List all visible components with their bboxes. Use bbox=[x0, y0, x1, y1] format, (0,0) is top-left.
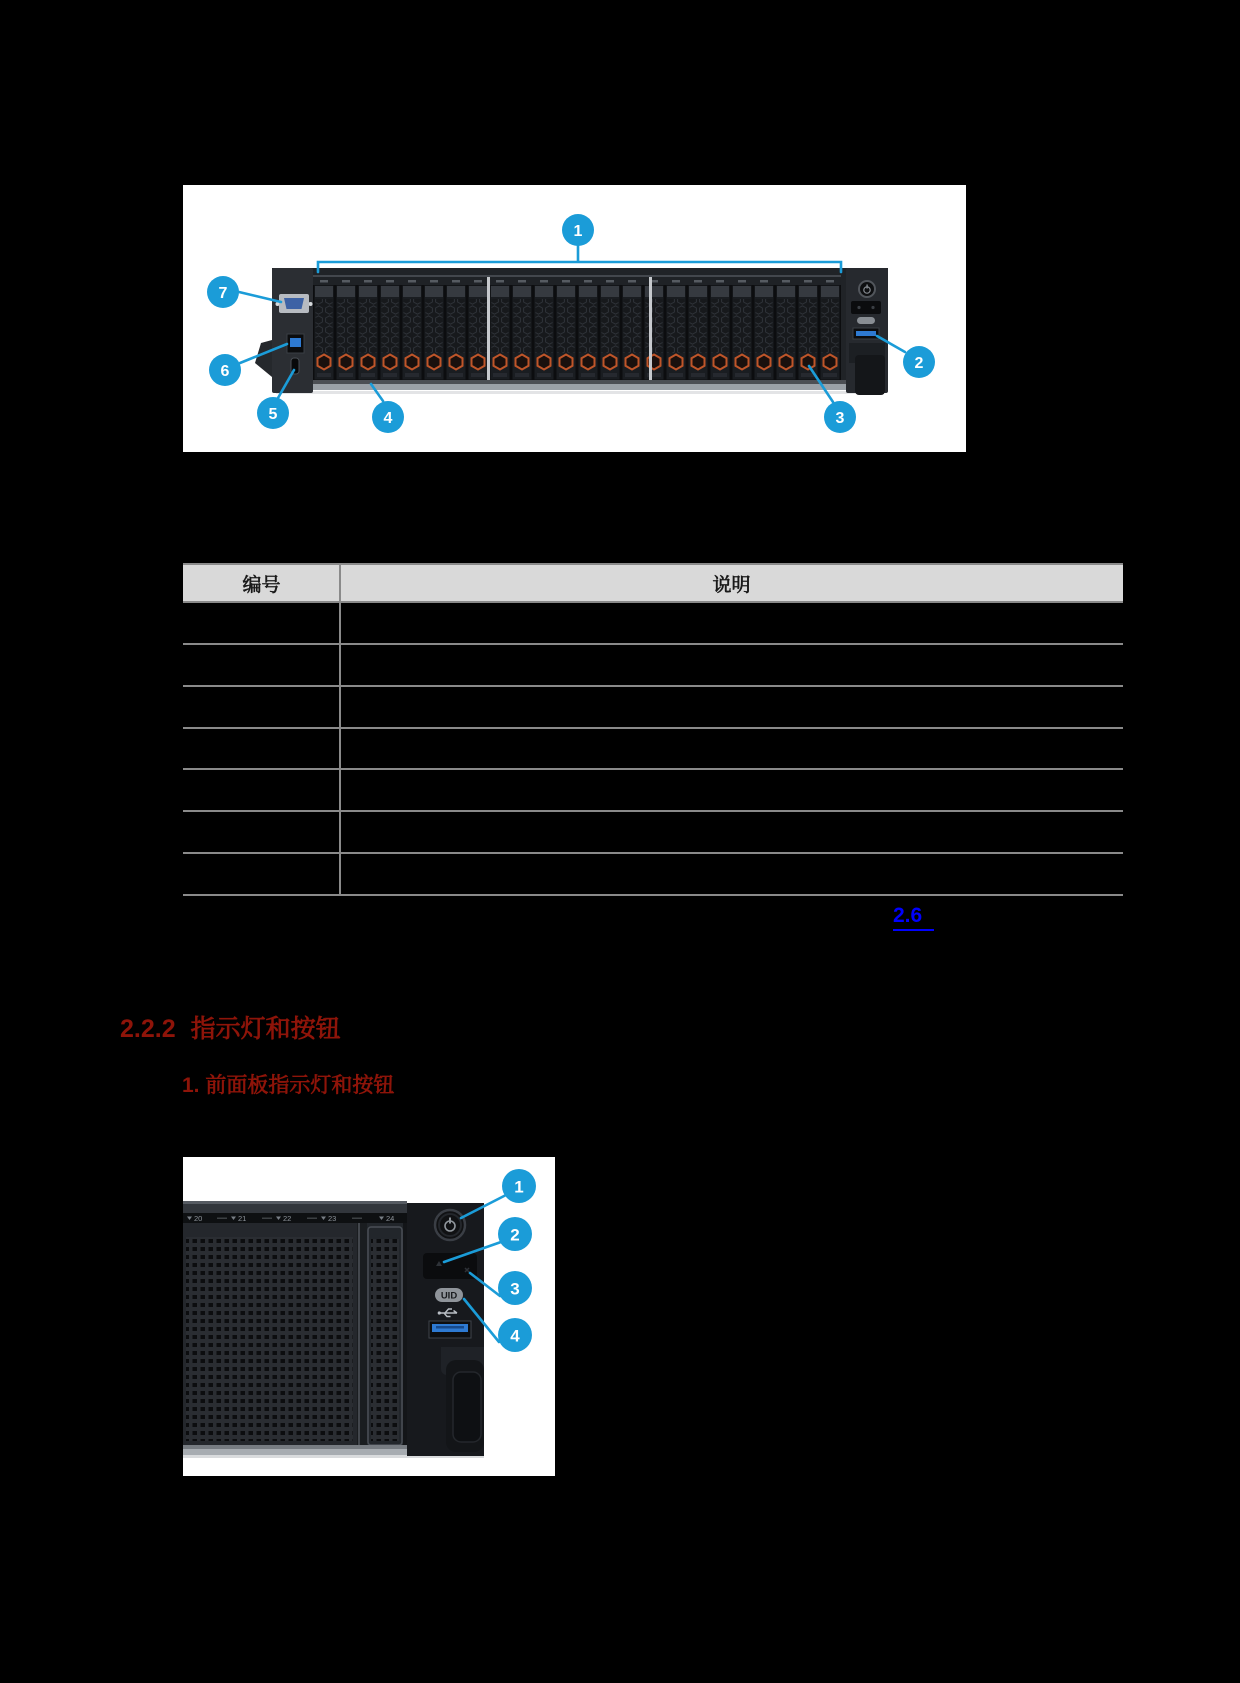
right-ear-panel bbox=[846, 268, 888, 395]
table-cell bbox=[340, 729, 1123, 769]
drive-bays bbox=[313, 285, 841, 380]
svg-text:23: 23 bbox=[328, 1214, 337, 1223]
table-cell bbox=[183, 854, 340, 894]
svg-text:3: 3 bbox=[835, 410, 845, 427]
table-cell bbox=[183, 687, 340, 727]
svg-text:22: 22 bbox=[283, 1214, 292, 1223]
callout-7 bbox=[207, 276, 239, 308]
bezel-latch bbox=[441, 1347, 484, 1452]
svg-text:2: 2 bbox=[510, 1225, 520, 1245]
left-ear-panel bbox=[255, 268, 313, 393]
svg-text:1: 1 bbox=[573, 223, 583, 240]
control-panel-illustration bbox=[183, 1157, 555, 1476]
table-row bbox=[183, 645, 1123, 687]
drive-bay-label-strip bbox=[183, 1213, 407, 1223]
status-led-panel bbox=[423, 1253, 477, 1279]
table-cell bbox=[183, 603, 340, 643]
table-column-divider bbox=[339, 565, 341, 896]
table-row bbox=[183, 603, 1123, 645]
callout-6 bbox=[209, 354, 241, 386]
table-row bbox=[183, 770, 1123, 812]
figure-front-control-panel bbox=[183, 1157, 555, 1476]
table-cell bbox=[340, 645, 1123, 685]
table-cell bbox=[340, 812, 1123, 852]
callout-3 bbox=[824, 401, 856, 433]
callout-5 bbox=[257, 397, 289, 429]
table-header-row bbox=[183, 565, 1123, 603]
svg-text:4: 4 bbox=[383, 410, 393, 427]
section-heading-number: 2.2.2 bbox=[120, 1015, 176, 1043]
subsection-heading: 1. 前面板指示灯和按钮 bbox=[182, 1074, 395, 1097]
table-cell bbox=[340, 687, 1123, 727]
table-row bbox=[183, 812, 1123, 854]
section-heading bbox=[120, 1009, 341, 1045]
table-body bbox=[183, 603, 1123, 896]
figure-server-front-view bbox=[183, 185, 966, 452]
table-cell bbox=[183, 812, 340, 852]
table-header-number: 编号 bbox=[242, 574, 281, 596]
callout-3 bbox=[498, 1271, 532, 1305]
svg-text:4: 4 bbox=[510, 1326, 520, 1346]
section-heading-title: 指示灯和按钮 bbox=[190, 1015, 341, 1043]
status-led-panel bbox=[851, 301, 881, 314]
table-header-description: 说明 bbox=[712, 574, 751, 596]
svg-text:UID: UID bbox=[440, 1290, 458, 1302]
svg-text:5: 5 bbox=[268, 406, 278, 423]
usb-port-icon bbox=[429, 1321, 471, 1338]
svg-text:6: 6 bbox=[220, 363, 230, 380]
server-chassis bbox=[272, 268, 888, 394]
callout-4 bbox=[372, 401, 404, 433]
server-front-illustration bbox=[183, 185, 966, 452]
callout-2 bbox=[498, 1217, 532, 1251]
callout-2 bbox=[903, 346, 935, 378]
uid-button-icon bbox=[857, 317, 875, 324]
svg-text:21: 21 bbox=[238, 1214, 247, 1223]
usb-port-icon bbox=[853, 328, 879, 339]
front-control-panel bbox=[407, 1203, 484, 1456]
callout-1 bbox=[502, 1169, 536, 1203]
table-cell bbox=[340, 603, 1123, 643]
power-button-icon bbox=[859, 281, 875, 297]
svg-text:2: 2 bbox=[914, 355, 924, 372]
svg-text:20: 20 bbox=[194, 1214, 203, 1223]
table-row bbox=[183, 729, 1123, 771]
table-cell bbox=[340, 770, 1123, 810]
component-description-table bbox=[183, 563, 1123, 896]
svg-text:7: 7 bbox=[218, 285, 228, 302]
table-row bbox=[183, 687, 1123, 729]
table-row bbox=[183, 854, 1123, 896]
section-2-6-link[interactable]: 2.6 bbox=[893, 904, 934, 931]
table-cell bbox=[183, 645, 340, 685]
svg-text:24: 24 bbox=[386, 1214, 395, 1223]
table-cell bbox=[183, 770, 340, 810]
drive-bay-label-strip bbox=[313, 277, 841, 285]
power-button-icon bbox=[435, 1210, 465, 1240]
table-cell bbox=[183, 729, 340, 769]
table-cell bbox=[340, 854, 1123, 894]
usb-port-icon bbox=[287, 334, 304, 353]
svg-text:1: 1 bbox=[514, 1177, 524, 1197]
vga-port-icon bbox=[276, 294, 313, 313]
callout-4 bbox=[498, 1318, 532, 1352]
svg-text:3: 3 bbox=[510, 1279, 520, 1299]
uid-button-icon bbox=[435, 1288, 463, 1302]
callout-1 bbox=[562, 214, 594, 246]
